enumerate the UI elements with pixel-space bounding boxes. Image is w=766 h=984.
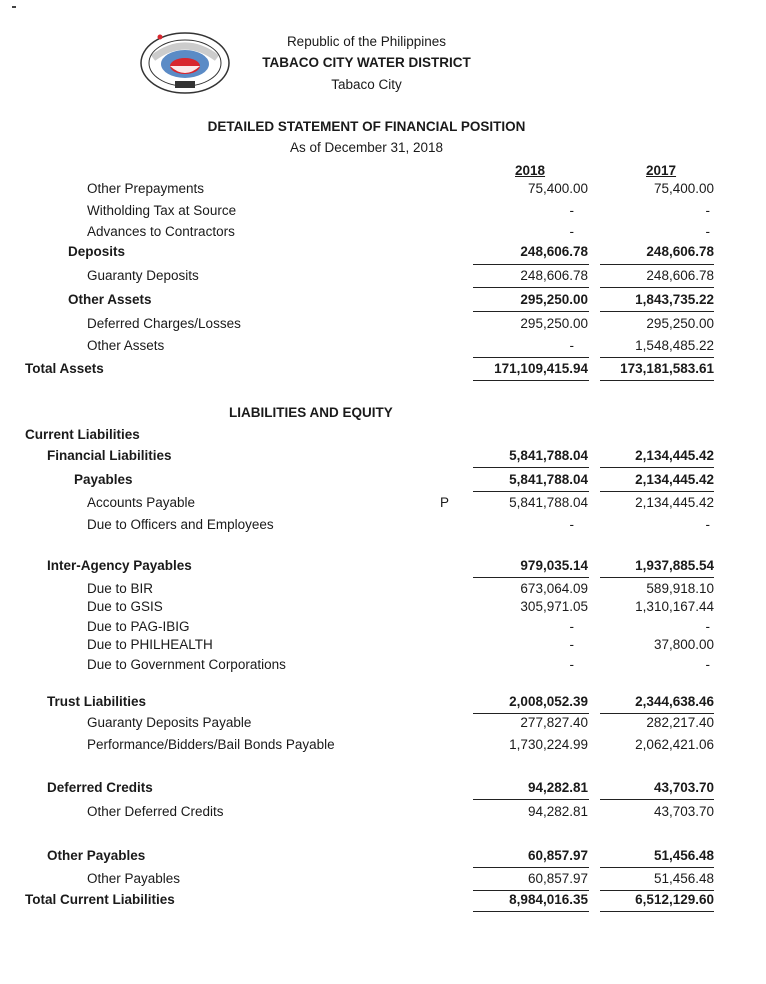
row-label: Due to PHILHEALTH: [87, 637, 213, 652]
section-heading: [0, 405, 766, 425]
underline: [600, 890, 714, 891]
value-2018: 305,971.05: [520, 599, 588, 614]
underline: [600, 467, 714, 468]
value-2018: 673,064.09: [520, 581, 588, 596]
value-2017: 1,548,485.22: [635, 338, 714, 353]
row-label: Total Assets: [25, 361, 104, 376]
value-2017: 295,250.00: [646, 316, 714, 331]
value-2017: 2,134,445.42: [635, 472, 714, 487]
value-2017: -: [705, 517, 710, 532]
value-2018: 94,282.81: [527, 780, 588, 795]
value-2018: 60,857.97: [527, 871, 588, 886]
underline: [473, 357, 589, 358]
value-2018: 94,282.81: [527, 804, 588, 819]
value-2017: 1,310,167.44: [635, 599, 714, 614]
value-2018: 295,250.00: [520, 316, 588, 331]
value-2017: -: [705, 619, 710, 634]
value-2018: 60,857.97: [527, 848, 588, 863]
underline: [473, 911, 589, 912]
underline: [600, 311, 714, 312]
table-row: [0, 780, 766, 800]
table-row: [0, 558, 766, 578]
value-2017: 173,181,583.61: [620, 361, 714, 376]
value-2017: 2,134,445.42: [635, 448, 714, 463]
row-label: Witholding Tax at Source: [87, 203, 237, 218]
value-2018: -: [569, 224, 574, 239]
underline: [473, 799, 589, 800]
row-label: Other Assets: [68, 292, 152, 307]
table-row: [0, 338, 766, 358]
value-2017: 2,062,421.06: [635, 737, 714, 752]
row-label: Due to Government Corporations: [87, 657, 286, 672]
table-row: [0, 517, 766, 537]
row-label: Due to PAG-IBIG: [87, 619, 190, 634]
underline: [600, 577, 714, 578]
row-label: Deferred Credits: [47, 780, 153, 795]
underline: [600, 867, 714, 868]
statement-subtitle: As of December 31, 2018: [289, 140, 444, 155]
value-2018: -: [569, 619, 574, 634]
row-label: Due to Officers and Employees: [87, 517, 274, 532]
table-row: [0, 657, 766, 677]
table-row: [0, 694, 766, 714]
column-header-2017: 2017: [646, 163, 677, 178]
value-2018: 248,606.78: [520, 244, 588, 259]
value-2017: -: [705, 657, 710, 672]
underline: [473, 577, 589, 578]
table-row: [0, 804, 766, 824]
value-2018: 5,841,788.04: [509, 448, 588, 463]
value-2018: -: [569, 203, 574, 218]
value-2018: 295,250.00: [520, 292, 588, 307]
column-header-2018: 2018: [515, 163, 546, 178]
row-label: Total Current Liabilities: [25, 892, 175, 907]
row-label: Payables: [74, 472, 133, 487]
underline: [473, 264, 589, 265]
underline: [600, 911, 714, 912]
table-row: [0, 871, 766, 891]
value-2018: 1,730,224.99: [509, 737, 588, 752]
header-country: Republic of the Philippines: [286, 34, 447, 49]
table-row: [0, 599, 766, 619]
statement-title: DETAILED STATEMENT OF FINANCIAL POSITION: [207, 119, 526, 134]
table-row: [0, 427, 766, 447]
table-row: [0, 472, 766, 492]
table-row: [0, 203, 766, 223]
row-label: Other Prepayments: [87, 181, 205, 196]
row-label: Deferred Charges/Losses: [87, 316, 241, 331]
underline: [600, 264, 714, 265]
value-2017: 6,512,129.60: [635, 892, 714, 907]
table-row: [0, 848, 766, 868]
value-2017: 248,606.78: [646, 244, 714, 259]
row-label: Due to GSIS: [87, 599, 163, 614]
value-2018: 75,400.00: [527, 181, 588, 196]
underline: [600, 491, 714, 492]
value-2017: 43,703.70: [653, 804, 714, 819]
value-2017: 1,843,735.22: [635, 292, 714, 307]
value-2018: -: [569, 338, 574, 353]
row-label: Financial Liabilities: [47, 448, 172, 463]
underline: [473, 380, 589, 381]
value-2017: 2,134,445.42: [635, 495, 714, 510]
table-row: [0, 448, 766, 468]
value-2018: -: [569, 657, 574, 672]
value-2018: 979,035.14: [520, 558, 588, 573]
value-2017: 2,344,638.46: [635, 694, 714, 709]
table-row: [0, 181, 766, 201]
table-row-total-current-liabilities: [0, 892, 766, 912]
value-2018: 5,841,788.04: [509, 495, 588, 510]
table-row: [0, 715, 766, 735]
value-2017: 589,918.10: [646, 581, 714, 596]
underline: [473, 287, 589, 288]
table-row: [0, 244, 766, 264]
row-label: Deposits: [68, 244, 126, 259]
value-2018: -: [569, 517, 574, 532]
row-label: Performance/Bidders/Bail Bonds Payable: [87, 737, 335, 752]
underline: [600, 799, 714, 800]
value-2017: 43,703.70: [653, 780, 714, 795]
table-row: [0, 619, 766, 639]
row-label: Accounts Payable: [87, 495, 196, 510]
row-label: Current Liabilities: [25, 427, 140, 442]
underline: [473, 713, 589, 714]
row-label: Advances to Contractors: [87, 224, 235, 239]
table-row: [0, 268, 766, 288]
peso-sign: P: [440, 495, 450, 510]
value-2017: 37,800.00: [653, 637, 714, 652]
liabilities-heading: LIABILITIES AND EQUITY: [229, 405, 393, 420]
value-2017: -: [705, 224, 710, 239]
row-label: Other Assets: [87, 338, 165, 353]
value-2017: 51,456.48: [653, 848, 714, 863]
value-2018: 8,984,016.35: [509, 892, 588, 907]
underline: [600, 357, 714, 358]
row-label: Due to BIR: [87, 581, 154, 596]
value-2017: -: [705, 203, 710, 218]
underline: [600, 713, 714, 714]
row-label: Guaranty Deposits: [87, 268, 199, 283]
table-row-total-assets: [0, 361, 766, 381]
table-row: [0, 316, 766, 336]
header-city: Tabaco City: [331, 77, 402, 92]
row-label: Other Deferred Credits: [87, 804, 224, 819]
underline: [600, 287, 714, 288]
underline: [473, 491, 589, 492]
value-2017: 282,217.40: [646, 715, 714, 730]
value-2018: 5,841,788.04: [509, 472, 588, 487]
table-row: [0, 737, 766, 757]
table-row: [0, 495, 766, 515]
underline: [600, 380, 714, 381]
table-row: [0, 224, 766, 244]
value-2017: 1,937,885.54: [635, 558, 714, 573]
scan-mark: [12, 6, 16, 8]
value-2018: 171,109,415.94: [494, 361, 588, 376]
underline: [473, 311, 589, 312]
value-2018: 277,827.40: [520, 715, 588, 730]
underline: [473, 890, 589, 891]
row-label: Inter-Agency Payables: [47, 558, 192, 573]
row-label: Other Payables: [87, 871, 181, 886]
value-2018: -: [569, 637, 574, 652]
underline: [473, 867, 589, 868]
row-label: Other Payables: [47, 848, 146, 863]
value-2017: 248,606.78: [646, 268, 714, 283]
table-row: [0, 637, 766, 657]
value-2018: 2,008,052.39: [509, 694, 588, 709]
table-row: [0, 292, 766, 312]
value-2017: 51,456.48: [653, 871, 714, 886]
underline: [473, 467, 589, 468]
value-2017: 75,400.00: [653, 181, 714, 196]
table-row: [0, 581, 766, 601]
row-label: Trust Liabilities: [47, 694, 147, 709]
row-label: Guaranty Deposits Payable: [87, 715, 252, 730]
value-2018: 248,606.78: [520, 268, 588, 283]
header-agency: TABACO CITY WATER DISTRICT: [262, 55, 471, 70]
